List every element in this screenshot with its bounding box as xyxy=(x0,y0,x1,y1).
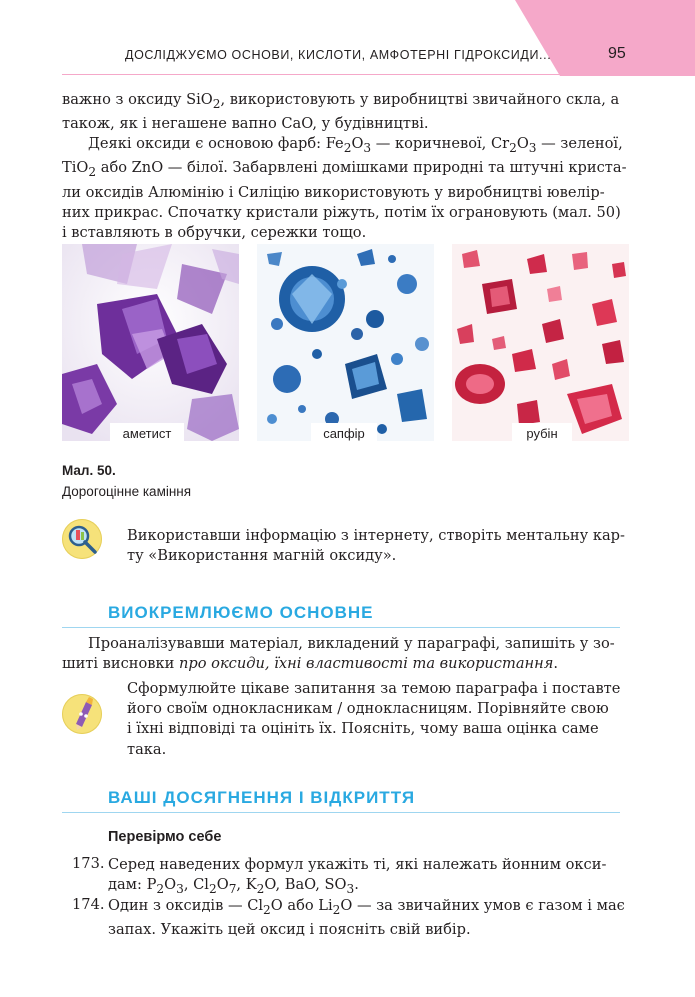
text-line: запах. Укажіть цей оксид і поясніть свій вибір. xyxy=(108,921,471,939)
task-173 xyxy=(108,855,628,899)
section-title-main: ВИОКРЕМЛЮЄМО ОСНОВНЕ xyxy=(108,603,374,622)
text-line: Проаналізувавши матеріал, викладений у параграфі, запишіть у зо- xyxy=(88,635,615,652)
text-line: Сформулюйте цікаве запитання за темою параграфа і поставте xyxy=(127,680,621,697)
summary-paragraph xyxy=(62,634,628,674)
caption-amethyst: аметист xyxy=(110,423,184,441)
section-rule xyxy=(62,627,620,628)
figure-title: Мал. 50. xyxy=(62,463,116,478)
text-line: Деякі оксиди є основою фарб: $Fe_2O_3$ — коричневої, $Cr_2O_3$ — зеленої, xyxy=(88,135,623,156)
text-line: така. xyxy=(127,740,167,758)
task-number: 173. xyxy=(72,855,105,872)
caption-sapphire: сапфір xyxy=(311,423,377,441)
text-line: TiO$_2$ або ZnO — білої. Забарвлені домішками природні та штучні криста- xyxy=(62,159,627,180)
text-line: шиті висновки про оксиди, їхні властивості та використання. xyxy=(62,655,559,673)
text-line: Серед наведених формул укажіть ті, які належать йонним окси- xyxy=(108,856,607,873)
running-head: ДОСЛІДЖУЄМО ОСНОВИ, КИСЛОТИ, АМФОТЕРНІ ГІДРОКСИДИ... xyxy=(125,48,552,62)
header-rule xyxy=(62,74,560,75)
section-title-achievements: ВАШІ ДОСЯГНЕННЯ І ВІДКРИТТЯ xyxy=(108,788,416,807)
sapphire-photo xyxy=(257,244,434,441)
text-line: ту «Використання магній оксиду». xyxy=(127,547,397,565)
page-number: 95 xyxy=(608,45,626,62)
task-174 xyxy=(108,896,628,940)
self-check-title: Перевірмо себе xyxy=(108,829,222,845)
question-task xyxy=(127,679,628,760)
section-rule xyxy=(62,812,620,813)
magnifier-flask-icon xyxy=(62,519,102,559)
internet-task xyxy=(127,526,628,566)
corner-decoration xyxy=(515,0,695,76)
task-number: 174. xyxy=(72,896,105,913)
text-line: дам: $P_2O_3$, $Cl_2O_7$, $K_2O$, BaO, $SO_3$. xyxy=(108,876,359,897)
caption-ruby: рубін xyxy=(512,423,572,441)
pencil-character-icon xyxy=(62,694,102,734)
ruby-photo xyxy=(452,244,629,441)
figure-subtitle: Дорогоцінне каміння xyxy=(62,484,192,499)
text-line: його своїм однокласникам / однокласницям. Порівняйте свою xyxy=(127,700,609,718)
intro-paragraph xyxy=(62,90,628,243)
text-line: Один з оксидів — $Cl_2O$ або $Li_2O$ — за звичайних умов є газом і має xyxy=(108,897,625,917)
text-line: і вставляють в обручки, сережки тощо. xyxy=(62,223,367,241)
text-line: них прикрас. Спочатку кристали ріжуть, потім їх ограновують (мал. 50) xyxy=(62,203,621,221)
text-line: також, як і негашене вапно CaO, у будівництві. xyxy=(62,115,429,133)
text-line: важно з оксиду SiO$_2$, використовують у виробництві звичайного скла, а xyxy=(62,91,620,111)
text-line: ли оксидів Алюмінію і Силіцію використовують у виробництві ювелір- xyxy=(62,183,605,201)
text-line: і їхні відповіді та оцініть їх. Поясніть, чому ваша оцінка саме xyxy=(127,720,599,738)
amethyst-photo xyxy=(62,244,239,441)
text-line: Використавши інформацію з інтернету, створіть ментальну кар- xyxy=(127,527,625,544)
